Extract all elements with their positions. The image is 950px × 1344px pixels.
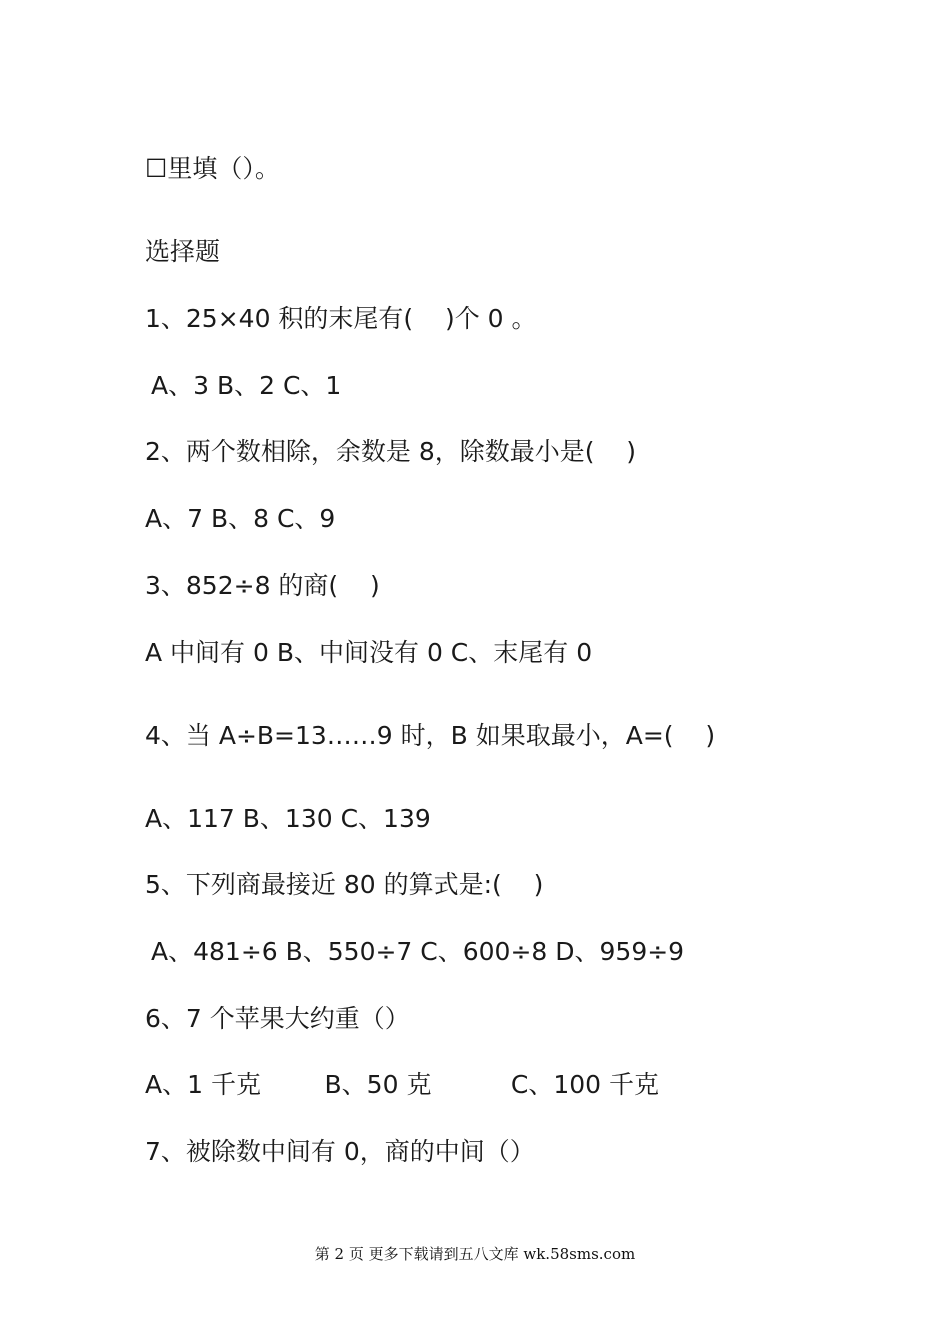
- question-1: 1、25×40 积的末尾有( )个 0 。: [145, 304, 537, 333]
- question-3: 3、852÷8 的商( ): [145, 571, 380, 600]
- question-2: 2、两个数相除，余数是 8，除数最小是( ): [145, 437, 637, 466]
- section-heading: 选择题: [145, 237, 221, 266]
- question-5-options: A、481÷6 B、550÷7 C、600÷8 D、959÷9: [151, 937, 685, 966]
- fill-box-instruction: ☐里填（）。: [145, 154, 280, 183]
- question-4: 4、当 A÷B=13……9 时，B 如果取最小，A=( ): [145, 721, 716, 750]
- question-3-options: A 中间有 0 B、中间没有 0 C、末尾有 0: [145, 638, 593, 667]
- question-6: 6、7 个苹果大约重（）: [145, 1004, 410, 1033]
- question-7: 7、被除数中间有 0，商的中间（）: [145, 1137, 535, 1166]
- page-footer: 第 2 页 更多下载请到五八文库 wk.58sms.com: [314, 1245, 636, 1263]
- question-6-options: A、1 千克 B、50 克 C、100 千克: [145, 1070, 660, 1099]
- question-4-options: A、117 B、130 C、139: [145, 804, 431, 833]
- question-2-options: A、7 B、8 C、9: [145, 504, 336, 533]
- question-1-options: A、3 B、2 C、1: [151, 371, 342, 400]
- question-5: 5、下列商最接近 80 的算式是:( ): [145, 870, 544, 899]
